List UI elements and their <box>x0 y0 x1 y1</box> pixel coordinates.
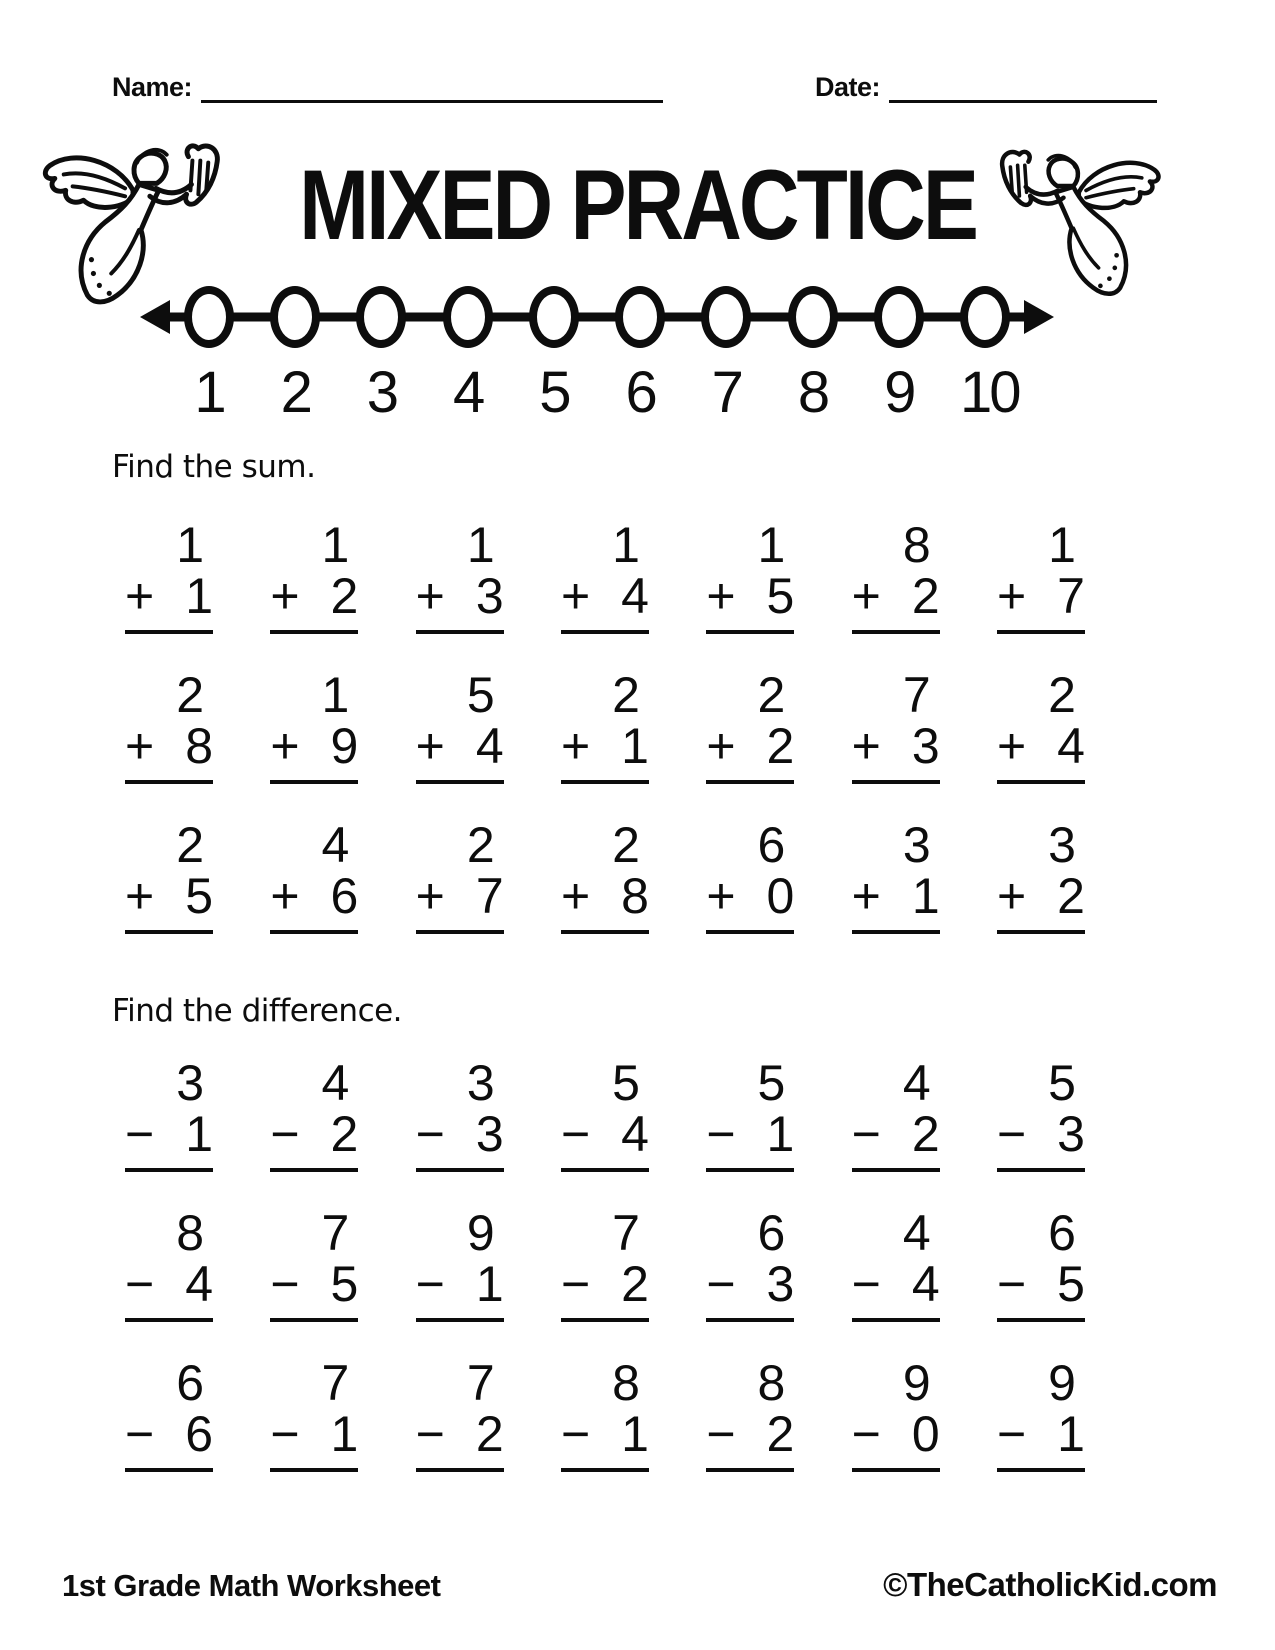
answer-line <box>852 630 940 634</box>
answer-line <box>416 930 504 934</box>
problem-operator: − <box>996 1256 1027 1312</box>
number-line-circle <box>443 286 493 348</box>
answer-line <box>125 1168 213 1172</box>
math-problem <box>270 667 359 784</box>
answer-line <box>416 1168 504 1172</box>
problem-operator: + <box>851 868 881 924</box>
number-line-label: 7 <box>711 360 741 425</box>
problem-top-operand: 4 <box>321 1055 350 1111</box>
problem-bottom-operand: 2 <box>911 568 940 624</box>
problem-row <box>125 1055 1085 1172</box>
problem-operator: − <box>560 1406 591 1462</box>
problem-top-operand: 8 <box>612 1355 640 1411</box>
math-problem <box>415 1355 504 1472</box>
problem-top-operand: 2 <box>1048 667 1076 723</box>
problem-operator: + <box>125 568 155 624</box>
problem-operator: − <box>996 1106 1027 1162</box>
angel-harp-icon <box>987 140 1167 304</box>
problem-bottom-operand: 2 <box>475 1406 504 1462</box>
problem-bottom-operand: 4 <box>621 568 649 624</box>
problem-bottom-line <box>851 868 940 924</box>
answer-line <box>561 1318 649 1322</box>
problem-operator: + <box>851 568 881 624</box>
footer-worksheet-label: 1st Grade Math Worksheet <box>62 1568 441 1603</box>
number-line-circle <box>615 286 665 348</box>
problem-top-operand: 1 <box>1048 517 1076 573</box>
math-problem <box>270 1055 359 1172</box>
problem-row <box>125 817 1085 934</box>
math-problem <box>415 1055 504 1172</box>
problem-top-operand: 4 <box>902 1055 931 1111</box>
problem-operator: − <box>851 1256 881 1312</box>
problem-bottom-line <box>996 718 1085 774</box>
date-field <box>815 74 1157 103</box>
problem-top-operand: 1 <box>466 517 495 573</box>
math-problem <box>125 1355 213 1472</box>
problem-operator: + <box>996 718 1027 774</box>
problem-bottom-operand: 0 <box>766 868 795 924</box>
answer-line <box>997 1468 1085 1472</box>
answer-line <box>706 930 794 934</box>
section-heading-difference: Find the difference. <box>112 993 403 1029</box>
math-problem <box>706 667 795 784</box>
math-problem <box>560 1355 649 1472</box>
math-problem <box>270 1355 359 1472</box>
problem-operator: + <box>415 868 445 924</box>
math-problem <box>706 1205 795 1322</box>
problem-top-operand: 1 <box>321 667 350 723</box>
problem-bottom-operand: 2 <box>330 1106 359 1162</box>
problem-bottom-line <box>560 568 649 624</box>
problem-row <box>125 1205 1085 1322</box>
problem-bottom-operand: 4 <box>911 1256 940 1312</box>
problem-bottom-line <box>270 718 359 774</box>
math-problem <box>851 1205 940 1322</box>
number-line-label: 8 <box>797 360 828 425</box>
answer-line <box>270 780 358 784</box>
name-label: Name: <box>112 72 193 102</box>
math-problem <box>851 1355 940 1472</box>
problem-top-operand: 1 <box>321 517 350 573</box>
problem-operator: − <box>851 1106 881 1162</box>
problem-bottom-operand: 1 <box>330 1406 359 1462</box>
problem-top-operand: 5 <box>612 1055 640 1111</box>
number-line-circle <box>960 286 1010 348</box>
answer-line <box>416 630 504 634</box>
problem-bottom-line <box>996 868 1085 924</box>
problem-bottom-operand: 0 <box>911 1406 940 1462</box>
problem-bottom-line <box>270 568 359 624</box>
number-line-label: 1 <box>194 360 224 425</box>
problem-bottom-operand: 8 <box>185 718 213 774</box>
problem-operator: + <box>996 868 1027 924</box>
math-problem <box>851 517 940 634</box>
problem-bottom-operand: 5 <box>766 568 795 624</box>
answer-line <box>706 630 794 634</box>
problem-bottom-line <box>125 718 213 774</box>
date-write-line <box>889 77 1157 103</box>
number-line-label: 6 <box>625 360 655 425</box>
problem-bottom-line <box>560 1106 649 1162</box>
problem-bottom-line <box>415 1106 504 1162</box>
problem-operator: + <box>125 868 155 924</box>
math-problem <box>270 817 359 934</box>
problem-top-operand: 4 <box>902 1205 931 1261</box>
number-line-right-arrow-icon <box>1024 300 1054 334</box>
problem-operator: − <box>415 1256 445 1312</box>
problem-top-operand: 2 <box>612 667 640 723</box>
problem-top-operand: 5 <box>1048 1055 1076 1111</box>
problem-bottom-line <box>560 868 649 924</box>
math-problem <box>851 667 940 784</box>
problem-bottom-operand: 5 <box>330 1256 359 1312</box>
problem-top-operand: 2 <box>757 667 786 723</box>
problem-bottom-line <box>851 1106 940 1162</box>
problem-bottom-line <box>851 1406 940 1462</box>
number-line-circle <box>874 286 924 348</box>
answer-line <box>997 1318 1085 1322</box>
answer-line <box>997 1168 1085 1172</box>
answer-line <box>997 630 1085 634</box>
problem-operator: − <box>560 1106 591 1162</box>
math-problem <box>996 1355 1085 1472</box>
answer-line <box>997 930 1085 934</box>
answer-line <box>125 630 213 634</box>
math-problem <box>560 517 649 634</box>
problem-operator: − <box>706 1106 736 1162</box>
math-problem <box>996 1055 1085 1172</box>
problem-bottom-line <box>706 568 795 624</box>
math-problem <box>125 1205 213 1322</box>
number-line-label: 9 <box>884 360 914 425</box>
problem-top-operand: 7 <box>612 1205 640 1261</box>
problem-bottom-line <box>560 1406 649 1462</box>
name-field <box>112 74 663 103</box>
math-problem <box>706 1055 795 1172</box>
problem-bottom-line <box>996 568 1085 624</box>
problem-bottom-line <box>996 1256 1085 1312</box>
problem-bottom-line <box>125 1406 213 1462</box>
problem-operator: − <box>125 1256 155 1312</box>
problem-top-operand: 5 <box>757 1055 786 1111</box>
problem-bottom-operand: 1 <box>621 1406 649 1462</box>
number-line-track <box>152 282 1042 352</box>
answer-line <box>561 1468 649 1472</box>
problem-operator: − <box>415 1106 445 1162</box>
math-problem <box>706 1355 795 1472</box>
problem-bottom-operand: 2 <box>766 1406 795 1462</box>
problem-top-operand: 9 <box>1048 1355 1076 1411</box>
problem-operator: + <box>415 718 445 774</box>
math-problem <box>125 1055 213 1172</box>
problem-bottom-operand: 2 <box>621 1256 649 1312</box>
math-problem <box>851 1055 940 1172</box>
problem-bottom-operand: 5 <box>185 868 213 924</box>
problem-top-operand: 9 <box>466 1205 495 1261</box>
problem-bottom-line <box>996 1106 1085 1162</box>
problem-operator: − <box>996 1406 1027 1462</box>
problem-bottom-operand: 3 <box>475 568 504 624</box>
problem-operator: + <box>270 718 300 774</box>
math-problem <box>706 517 795 634</box>
problem-bottom-line <box>270 1106 359 1162</box>
math-problem <box>706 817 795 934</box>
problem-bottom-operand: 1 <box>911 868 940 924</box>
math-problem <box>996 517 1085 634</box>
number-line-circle <box>529 286 579 348</box>
answer-line <box>706 1468 794 1472</box>
problem-bottom-operand: 2 <box>330 568 359 624</box>
answer-line <box>561 780 649 784</box>
problem-top-operand: 1 <box>612 517 640 573</box>
problem-row <box>125 667 1085 784</box>
answer-line <box>852 1168 940 1172</box>
answer-line <box>561 1168 649 1172</box>
header <box>112 74 1157 103</box>
problem-top-operand: 8 <box>176 1205 204 1261</box>
problem-bottom-line <box>851 1256 940 1312</box>
answer-line <box>852 780 940 784</box>
problem-top-operand: 8 <box>757 1355 786 1411</box>
problem-top-operand: 3 <box>1048 817 1076 873</box>
problem-top-operand: 6 <box>176 1355 204 1411</box>
math-problem <box>415 817 504 934</box>
problem-bottom-operand: 6 <box>330 868 359 924</box>
problem-operator: − <box>560 1256 591 1312</box>
answer-line <box>125 780 213 784</box>
problem-operator: + <box>706 718 736 774</box>
problem-top-operand: 3 <box>466 1055 495 1111</box>
problem-top-operand: 1 <box>757 517 786 573</box>
problem-bottom-operand: 1 <box>185 568 213 624</box>
number-line-circle <box>270 286 320 348</box>
math-problem <box>560 1055 649 1172</box>
problem-bottom-operand: 3 <box>911 718 940 774</box>
answer-line <box>270 1168 358 1172</box>
problem-operator: − <box>851 1406 881 1462</box>
problem-bottom-operand: 6 <box>185 1406 213 1462</box>
answer-line <box>561 930 649 934</box>
answer-line <box>270 930 358 934</box>
problem-top-operand: 2 <box>176 667 204 723</box>
answer-line <box>852 930 940 934</box>
page-title: MIXED PRACTICE <box>299 149 976 261</box>
problem-bottom-operand: 1 <box>475 1256 504 1312</box>
answer-line <box>416 1468 504 1472</box>
problem-bottom-operand: 1 <box>185 1106 213 1162</box>
answer-line <box>706 1318 794 1322</box>
answer-line <box>706 1168 794 1172</box>
problem-bottom-operand: 3 <box>766 1256 795 1312</box>
problem-top-operand: 5 <box>466 667 495 723</box>
problem-bottom-line <box>706 718 795 774</box>
difference-problem-grid <box>125 1055 1085 1472</box>
problem-bottom-line <box>415 1406 504 1462</box>
problem-top-operand: 7 <box>321 1205 350 1261</box>
math-problem <box>996 667 1085 784</box>
problem-bottom-operand: 3 <box>475 1106 504 1162</box>
problem-bottom-line <box>851 718 940 774</box>
problem-operator: + <box>125 718 155 774</box>
problem-top-operand: 7 <box>902 667 931 723</box>
problem-row <box>125 1355 1085 1472</box>
math-problem <box>415 667 504 784</box>
problem-bottom-line <box>996 1406 1085 1462</box>
problem-bottom-operand: 4 <box>475 718 504 774</box>
problem-top-operand: 2 <box>176 817 204 873</box>
problem-bottom-operand: 7 <box>475 868 504 924</box>
problem-top-operand: 6 <box>757 817 786 873</box>
number-line <box>152 282 1042 425</box>
number-line-labels <box>152 360 1042 425</box>
problem-bottom-line <box>415 1256 504 1312</box>
math-problem <box>851 817 940 934</box>
problem-top-operand: 2 <box>466 817 495 873</box>
problem-operator: + <box>560 868 591 924</box>
math-problem <box>996 817 1085 934</box>
math-problem <box>270 517 359 634</box>
problem-operator: − <box>706 1406 736 1462</box>
answer-line <box>852 1318 940 1322</box>
problem-bottom-line <box>415 718 504 774</box>
problem-bottom-operand: 2 <box>1057 868 1085 924</box>
answer-line <box>125 1468 213 1472</box>
problem-top-operand: 2 <box>612 817 640 873</box>
problem-bottom-line <box>125 1256 213 1312</box>
math-problem <box>125 667 213 784</box>
answer-line <box>997 780 1085 784</box>
sum-problem-grid <box>125 517 1085 934</box>
problem-operator: − <box>270 1406 300 1462</box>
problem-top-operand: 3 <box>902 817 931 873</box>
problem-bottom-line <box>706 1406 795 1462</box>
problem-bottom-line <box>125 868 213 924</box>
problem-bottom-line <box>706 1106 795 1162</box>
number-line-left-arrow-icon <box>140 300 170 334</box>
problem-bottom-operand: 5 <box>1057 1256 1085 1312</box>
problem-bottom-line <box>270 1256 359 1312</box>
problem-top-operand: 6 <box>1048 1205 1076 1261</box>
math-problem <box>270 1205 359 1322</box>
problem-top-operand: 3 <box>176 1055 204 1111</box>
problem-bottom-line <box>270 868 359 924</box>
math-problem <box>560 817 649 934</box>
problem-top-operand: 7 <box>321 1355 350 1411</box>
problem-operator: − <box>270 1256 300 1312</box>
problem-top-operand: 7 <box>466 1355 495 1411</box>
number-line-label: 10 <box>959 360 1019 425</box>
problem-row <box>125 517 1085 634</box>
number-line-circle <box>701 286 751 348</box>
answer-line <box>561 630 649 634</box>
answer-line <box>416 1318 504 1322</box>
problem-bottom-operand: 9 <box>330 718 359 774</box>
footer <box>62 1566 1217 1604</box>
answer-line <box>125 930 213 934</box>
number-line-circle <box>356 286 406 348</box>
math-problem <box>125 817 213 934</box>
problem-operator: + <box>270 868 300 924</box>
problem-bottom-operand: 1 <box>766 1106 795 1162</box>
problem-bottom-operand: 1 <box>621 718 649 774</box>
math-problem <box>560 1205 649 1322</box>
answer-line <box>270 630 358 634</box>
problem-top-operand: 8 <box>902 517 931 573</box>
problem-operator: + <box>270 568 300 624</box>
answer-line <box>125 1318 213 1322</box>
problem-top-operand: 4 <box>321 817 350 873</box>
problem-bottom-line <box>415 868 504 924</box>
problem-top-operand: 1 <box>176 517 204 573</box>
math-problem <box>125 517 213 634</box>
problem-operator: − <box>706 1256 736 1312</box>
number-line-label: 5 <box>539 360 569 425</box>
problem-operator: + <box>560 568 591 624</box>
problem-operator: + <box>415 568 445 624</box>
problem-operator: − <box>125 1106 155 1162</box>
problem-bottom-line <box>851 568 940 624</box>
number-line-label: 3 <box>366 360 397 425</box>
number-line-label: 2 <box>280 360 310 425</box>
footer-brand: ©TheCatholicKid.com <box>883 1566 1217 1603</box>
answer-line <box>270 1318 358 1322</box>
problem-bottom-operand: 4 <box>185 1256 213 1312</box>
problem-operator: − <box>415 1406 445 1462</box>
problem-bottom-operand: 4 <box>621 1106 649 1162</box>
problem-bottom-line <box>560 718 649 774</box>
problem-bottom-line <box>415 568 504 624</box>
number-line-label: 4 <box>453 360 483 425</box>
math-problem <box>996 1205 1085 1322</box>
problem-operator: + <box>706 568 736 624</box>
answer-line <box>852 1468 940 1472</box>
problem-operator: − <box>270 1106 300 1162</box>
name-write-line <box>201 77 663 103</box>
answer-line <box>706 780 794 784</box>
problem-bottom-operand: 2 <box>911 1106 940 1162</box>
number-line-circle <box>788 286 838 348</box>
number-line-circle <box>184 286 234 348</box>
section-heading-sum: Find the sum. <box>112 449 316 485</box>
math-problem <box>415 517 504 634</box>
problem-top-operand: 6 <box>757 1205 786 1261</box>
math-problem <box>560 667 649 784</box>
problem-bottom-line <box>706 868 795 924</box>
problem-bottom-operand: 3 <box>1057 1106 1085 1162</box>
problem-bottom-line <box>270 1406 359 1462</box>
problem-operator: + <box>996 568 1027 624</box>
problem-bottom-operand: 2 <box>766 718 795 774</box>
problem-bottom-operand: 1 <box>1057 1406 1085 1462</box>
math-problem <box>415 1205 504 1322</box>
problem-operator: + <box>851 718 881 774</box>
date-label: Date: <box>814 72 880 102</box>
answer-line <box>416 780 504 784</box>
problem-operator: + <box>560 718 591 774</box>
problem-bottom-operand: 7 <box>1057 568 1085 624</box>
answer-line <box>270 1468 358 1472</box>
problem-bottom-line <box>125 1106 213 1162</box>
problem-top-operand: 9 <box>902 1355 931 1411</box>
problem-bottom-operand: 8 <box>621 868 649 924</box>
problem-bottom-line <box>125 568 213 624</box>
problem-operator: − <box>125 1406 155 1462</box>
problem-bottom-line <box>560 1256 649 1312</box>
problem-bottom-operand: 4 <box>1057 718 1085 774</box>
problem-bottom-line <box>706 1256 795 1312</box>
problem-operator: + <box>706 868 736 924</box>
